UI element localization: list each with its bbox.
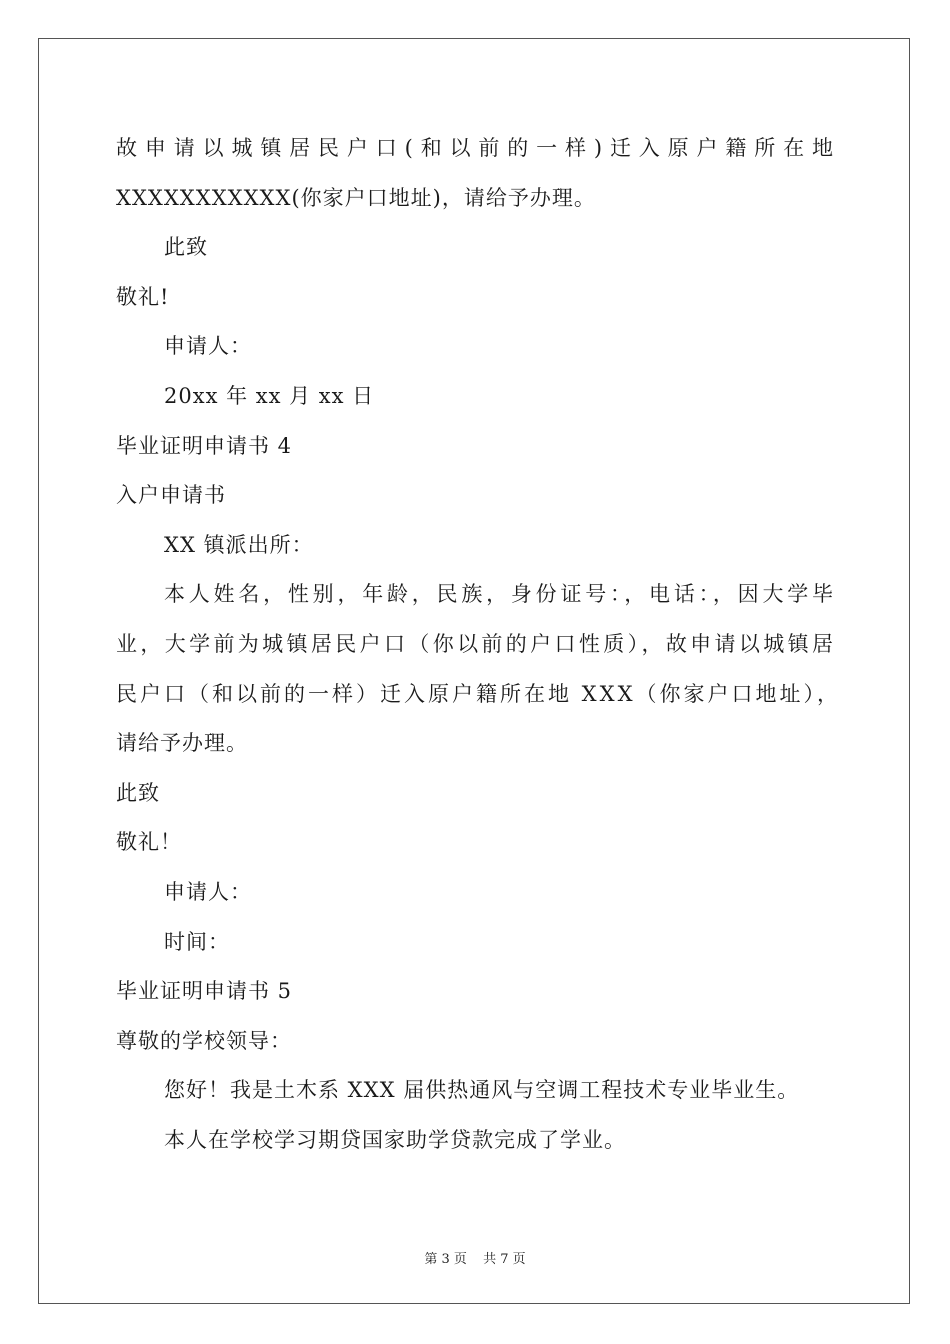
salutation-line: 此致: [164, 235, 208, 260]
page-number: 第 3 页: [424, 1252, 467, 1267]
section-heading: 毕业证明申请书 5: [116, 979, 293, 1004]
section-heading: 毕业证明申请书 4: [116, 433, 293, 458]
date-line: 20xx 年 xx 月 xx 日: [164, 383, 375, 408]
page-footer: [0, 1248, 950, 1267]
paragraph-line: 故申请以城镇居民户口(和以前的一样)迁入原户籍所在地: [116, 136, 836, 160]
page-total: 共 7 页: [483, 1252, 526, 1267]
paragraph-line: 本人在学校学习期贷国家助学贷款完成了学业。: [164, 1127, 626, 1152]
document-body: [116, 124, 842, 1165]
addressee-line: XX 镇派出所：: [164, 532, 314, 557]
document-title: 入户申请书: [116, 483, 226, 508]
paragraph-line: 民户口（和以前的一样）迁入原户籍所在地 XXX（你家户口地址），: [116, 681, 842, 706]
paragraph-line: 您好！我是土木系 XXX 届供热通风与空调工程技术专业毕业生。: [164, 1078, 800, 1103]
addressee-line: 尊敬的学校领导：: [116, 1028, 292, 1053]
paragraph-line: 本人姓名，性别，年龄，民族，身份证号：，电话：，因大学毕: [164, 582, 836, 607]
salutation-line: 敬礼!: [116, 284, 170, 309]
salutation-line: 此致: [116, 780, 160, 805]
applicant-line: 申请人：: [164, 334, 252, 359]
paragraph-line: 业，大学前为城镇居民户口（你以前的户口性质），故申请以城镇居: [116, 631, 836, 656]
applicant-line: 申请人：: [164, 879, 252, 904]
paragraph-line: XXXXXXXXXXX(你家户口地址)，请给予办理。: [116, 185, 596, 210]
time-line: 时间：: [164, 929, 230, 954]
salutation-line: 敬礼！: [116, 830, 182, 855]
paragraph-line: 请给予办理。: [116, 731, 248, 756]
